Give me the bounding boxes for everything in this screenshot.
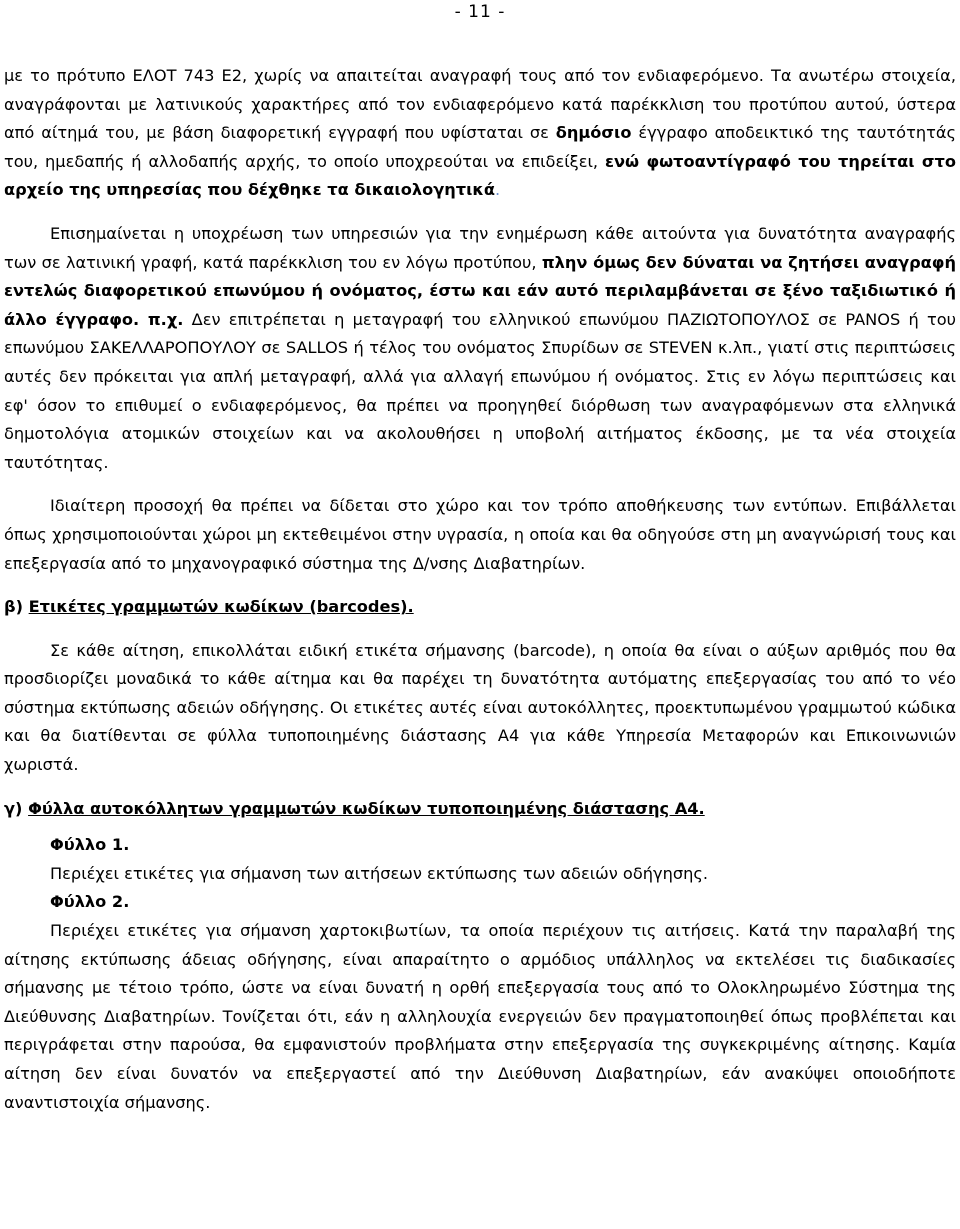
section-c-title: Φύλλα αυτοκόλλητων γραμμωτών κωδίκων τυποποιημένης διάστασης Α4. <box>28 798 705 818</box>
section-c-heading <box>4 795 956 824</box>
page-number: - 11 - <box>454 2 506 22</box>
paragraph-2 <box>4 220 956 477</box>
sheet-1 <box>4 831 956 917</box>
section-c-prefix: γ) <box>4 798 29 818</box>
section-b-heading <box>4 593 956 622</box>
paragraph-1-bold-b: ενώ φωτοαντίγραφό του τηρείται στο αρχείο της υπηρεσίας που δέχθηκε τα δικαιολογητικά <box>4 151 956 200</box>
sheet-2-title: Φύλλο 2. <box>50 892 130 912</box>
section-b-prefix: β) <box>4 597 29 617</box>
sheet-1-title: Φύλλο 1. <box>50 835 130 855</box>
paragraph-1 <box>4 62 956 205</box>
paragraph-1-bold-a: δημόσιο <box>555 123 632 143</box>
paragraph-3: Ιδιαίτερη προσοχή θα πρέπει να δίδεται στο χώρο και τον τρόπο αποθήκευσης των εντύπων. Επιβάλλεται όπως χρησιμοποιούνται χώροι μη εκτεθειμένοι στην υγρασία, η οποία και θα οδηγούσε στη μη αναγνώρισή τους και επεξεργασία από το μηχανογραφικό σύστημα της Δ/νσης Διαβατηρίων. <box>4 496 956 573</box>
paragraph-2-bold: πλην όμως δεν δύναται να ζητήσει αναγραφή εντελώς διαφορετικού επωνύμου ή ονόματος, έστω και εάν αυτό περιλαμβάνεται σε ξένο ταξιδιωτικό ή άλλο έγγραφο. π.χ. <box>4 252 956 329</box>
paragraph-2-text-b: Δεν επιτρέπεται η μεταγραφή του ελληνικού επωνύμου ΠΑΖΙΩΤΟΠΟΥΛΟΣ σε PANOS ή του επωνύμου ΣΑΚΕΛΛΑΡΟΠΟΥΛΟΥ σε SALLOS ή τέλος του ονόματος Σπυρίδων σε STEVEN κ.λπ., γιατί στις περιπτώσεις αυτές δεν πρόκειται για απλή μεταγραφή, αλλά για αλλαγή επωνύμου ή ονόματος. Στις εν λόγω περιπτώσεις και εφ' όσον το επιθυμεί ο ενδιαφερόμενος, θα πρέπει να προηγηθεί διόρθωση των αναγραφόμενων στα ελληνικά δημοτολόγια ατομικών στοιχείων και να ακολουθήσει η υποβολή αιτήματος έκδοσης, με τα νέα στοιχεία ταυτότητας. <box>4 309 957 472</box>
section-b-text: Σε κάθε αίτηση, επικολλάται ειδική ετικέτα σήμανσης (barcode), η οποία θα είναι ο αύξων αριθμός που θα προσδιορίζει μοναδικά το κάθε αίτημα και θα παρέχει τη δυνατότητα αυτόματης επεξεργασίας του από το νέο σύστημα εκτύπωσης αδειών οδήγησης. Οι ετικέτες αυτές είναι αυτοκόλλητες, προεκτυπωμένου γραμμωτού κώδικα και θα διατίθενται σε φύλλα τυποποιημένης διάστασης Α4 για κάθε Υπηρεσία Μεταφορών και Επικοινωνιών χωριστά. <box>4 640 956 775</box>
paragraph-1-text-a: με το πρότυπο ΕΛΟΤ 743 Ε2, χωρίς να απαιτείται αναγραφή τους από τον ενδιαφερόμενο. Τα ανωτέρω στοιχεία, αναγράφονται με λατινικούς χαρακτήρες από τον ενδιαφερόμενο κατά παρέκκλιση του προτύπου αυτού, ύστερα από αίτημά του, με βάση διαφορετική εγγραφή που υφίσταται σε <box>4 66 956 143</box>
paragraph-1-end: . <box>495 180 501 200</box>
document-body <box>4 62 956 1117</box>
paragraph-2-text-a: Επισημαίνεται η υποχρέωση των υπηρεσιών για την ενημέρωση κάθε αιτούντα για δυνατότητα αναγραφής των σε λατινική γραφή, κατά παρέκκλιση του εν λόγω προτύπου, <box>4 223 956 272</box>
sheet-2-text: Περιέχει ετικέτες για σήμανση χαρτοκιβωτίων, τα οποία περιέχουν τις αιτήσεις. Κατά την παραλαβή της αίτησης εκτύπωσης άδειας οδήγησης, είναι απαραίτητο ο αρμόδιος υπάλληλος να εκτελέσει τις διαδικασίες σήμανσης με τέτοιο τρόπο, ώστε να είναι δυνατή η ορθή επεξεργασία τους από το Ολοκληρωμένο Σύστημα της Διεύθυνσης Διαβατηρίων. Τονίζεται ότι, εάν η αλληλουχία ενεργειών δεν πραγματοποιηθεί όπως προβλέπεται και περιγράφεται στην παρούσα, θα εμφανιστούν προβλήματα στην επεξεργασία της συγκεκριμένης αίτησης. Καμία αίτηση δεν είναι δυνατόν να επεξεργαστεί από την Διεύθυνση Διαβατηρίων, εάν ανακύψει οποιοδήποτε αναντιστοιχία σήμανσης. <box>4 921 956 1112</box>
section-b-title: Ετικέτες γραμμωτών κωδίκων (barcodes). <box>28 597 414 617</box>
paragraph-1-text-b: έγγραφο αποδεικτικό της ταυτότητάς του, ημεδαπής ή αλλοδαπής αρχής, το οποίο υποχρεούται να επιδείξει, <box>4 123 956 171</box>
sheet-1-text: Περιέχει ετικέτες για σήμανση των αιτήσεων εκτύπωσης των αδειών οδήγησης. <box>50 863 708 883</box>
